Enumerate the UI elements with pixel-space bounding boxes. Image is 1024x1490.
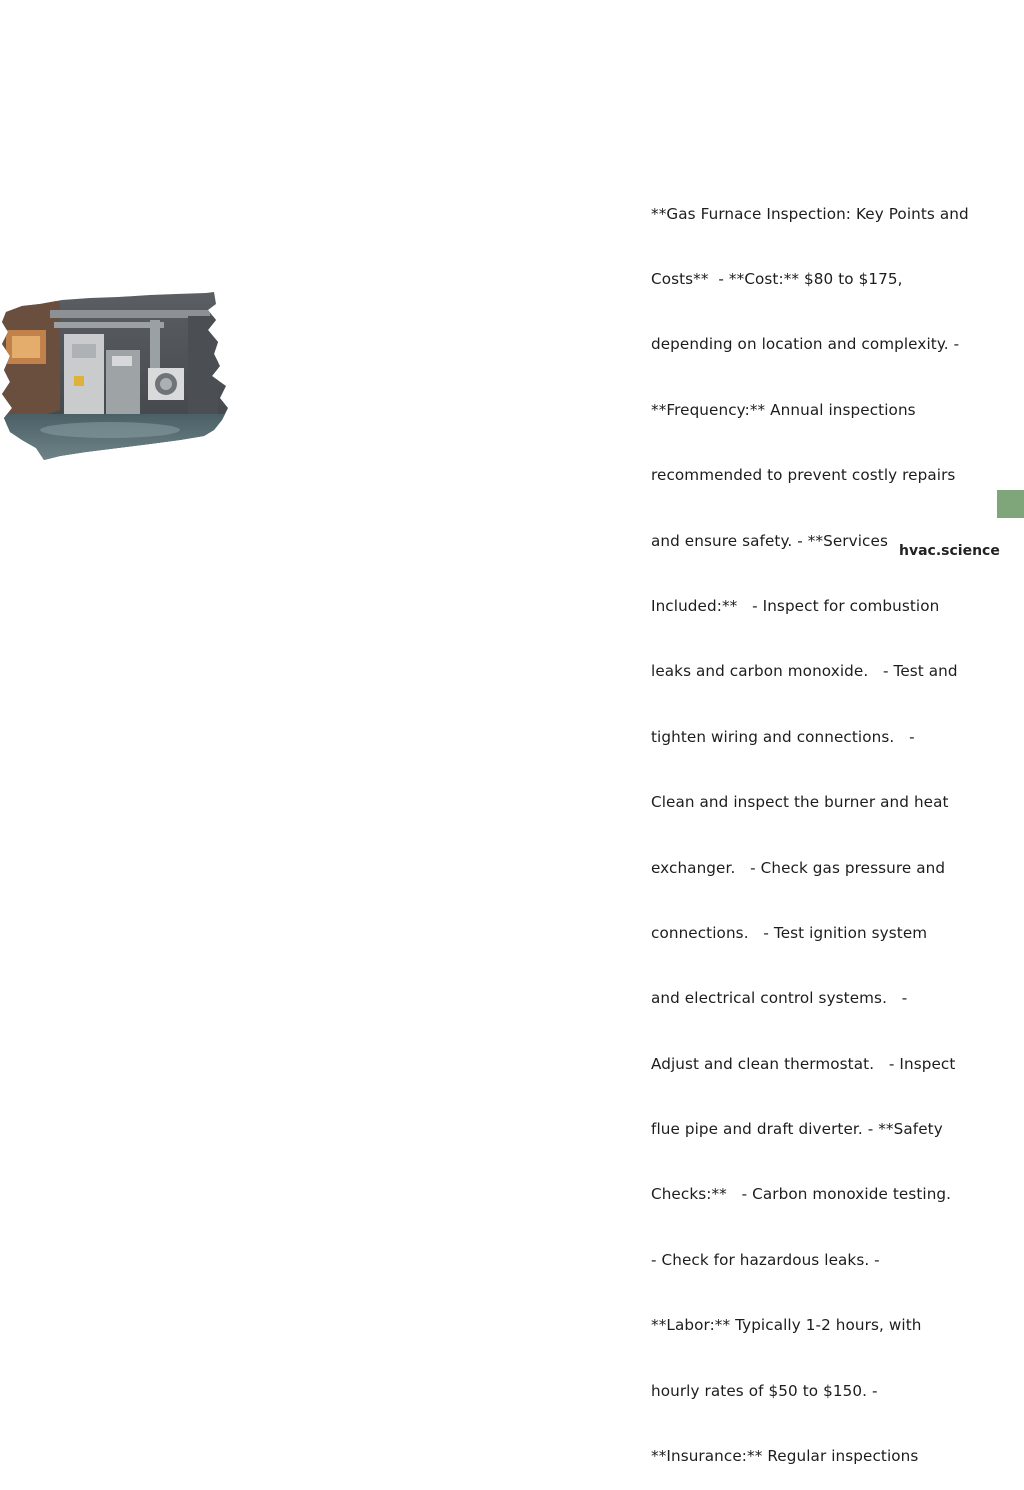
article-line: Included:** - Inspect for combustion [651, 596, 940, 615]
article-line: recommended to prevent costly repairs [651, 466, 956, 485]
article-body [651, 160, 973, 1490]
article-line: **Labor:** Typically 1-2 hours, with [651, 1316, 922, 1335]
article-line: Costs** - **Cost:** $80 to $175, [651, 269, 903, 288]
furnace-room-illustration [0, 290, 234, 462]
article-line: depending on location and complexity. - [651, 335, 960, 354]
article-line: tighten wiring and connections. - [651, 727, 915, 746]
article-line: Clean and inspect the burner and heat [651, 793, 949, 812]
article-line: and electrical control systems. - [651, 989, 908, 1008]
article-line: Checks:** - Carbon monoxide testing. [651, 1185, 952, 1204]
article-line: flue pipe and draft diverter. - **Safety [651, 1120, 943, 1139]
brand-watermark: hvac.science [899, 543, 1000, 559]
article-line: and ensure safety. - **Services [651, 531, 888, 550]
article-line: exchanger. - Check gas pressure and [651, 858, 946, 877]
article-line: **Insurance:** Regular inspections [651, 1447, 919, 1466]
article-line: connections. - Test ignition system [651, 923, 928, 942]
article-line: hourly rates of $50 to $150. - [651, 1381, 878, 1400]
article-line: **Frequency:** Annual inspections [651, 400, 916, 419]
article-line: Adjust and clean thermostat. - Inspect [651, 1054, 956, 1073]
article-line: leaks and carbon monoxide. - Test and [651, 662, 958, 681]
article-line: **Gas Furnace Inspection: Key Points and [651, 204, 969, 223]
article-line: - Check for hazardous leaks. - [651, 1250, 880, 1269]
accent-block [997, 490, 1024, 518]
